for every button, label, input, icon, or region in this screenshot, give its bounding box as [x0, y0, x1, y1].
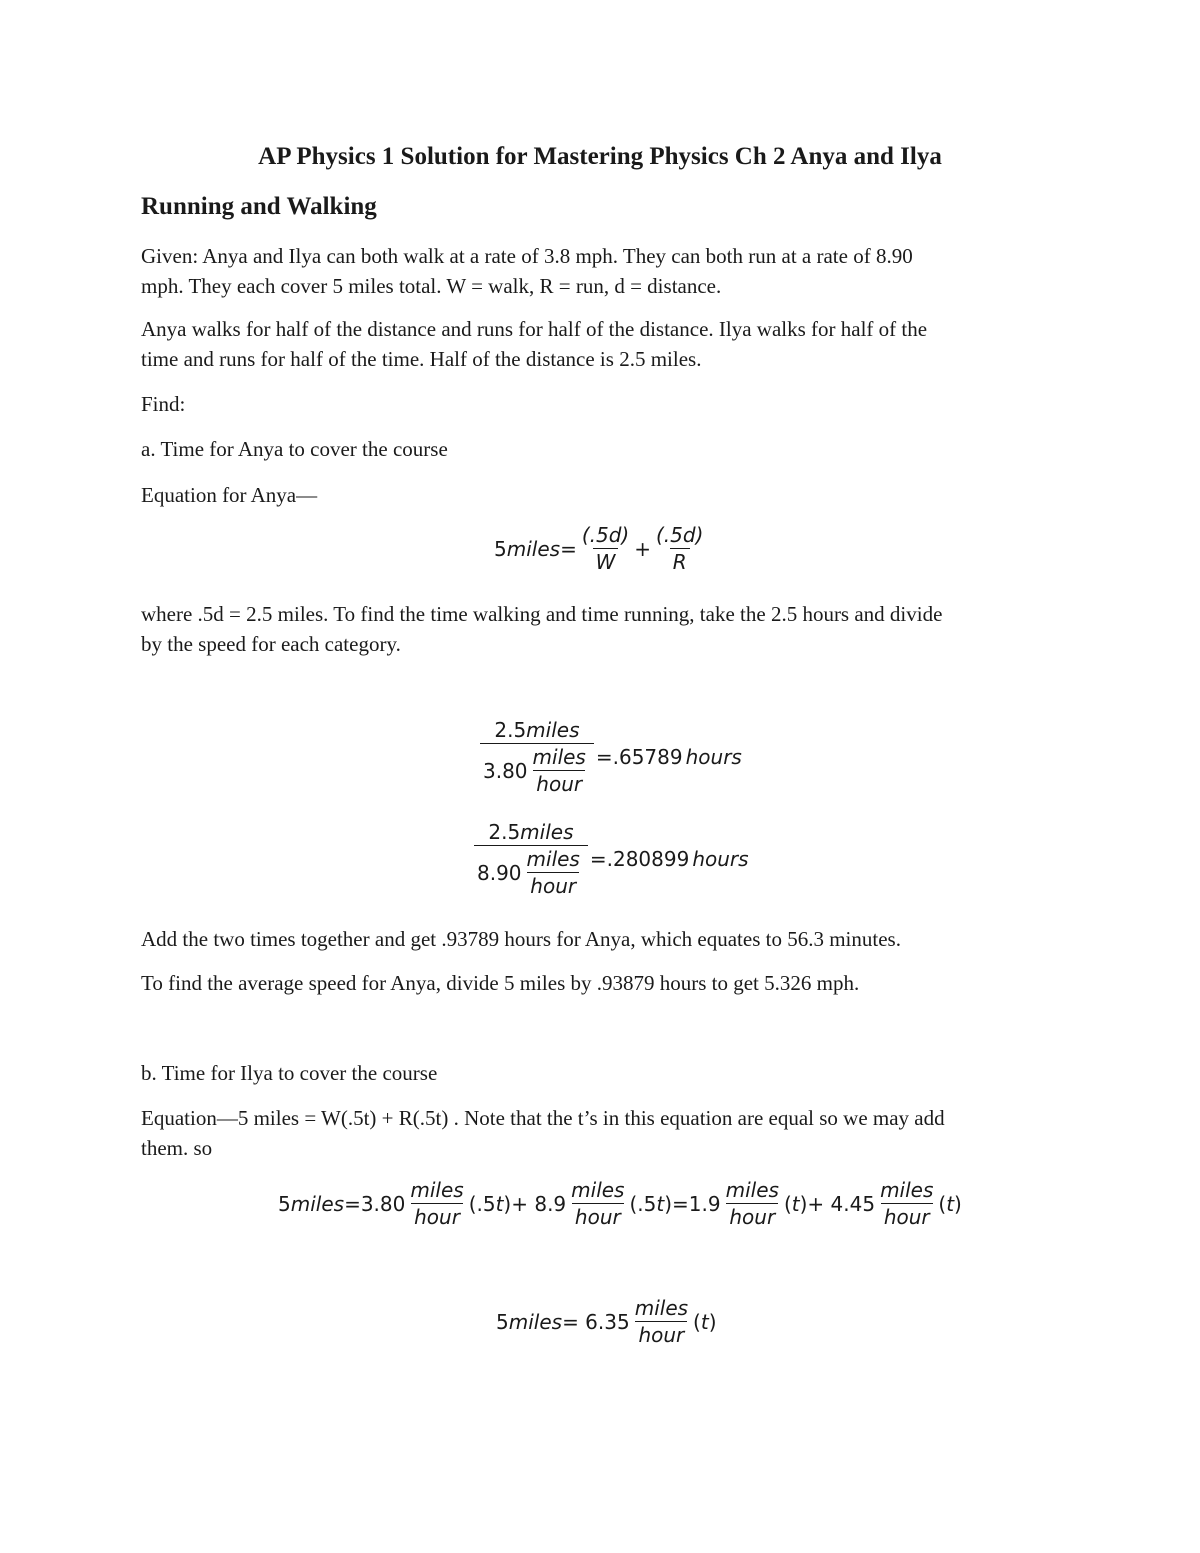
- eq1-numerator-walk: (.5d): [581, 523, 630, 547]
- eq3-result: =.280899: [589, 847, 690, 871]
- average-speed-sentence: To find the average speed for Anya, divide 5 miles by .93879 hours to get 5.326 mph.: [141, 971, 860, 995]
- eq4-unit-fraction-3: [723, 1178, 782, 1229]
- eq1-denominator-run: R: [670, 548, 690, 574]
- eq4-paren-2: (.5: [629, 1191, 657, 1216]
- eq2-numerator: [491, 718, 582, 743]
- eq4-equals: =: [344, 1191, 361, 1216]
- find-label: Find:: [141, 392, 186, 416]
- eq3-denominator: [474, 845, 588, 898]
- part-a-label: a. Time for Anya to cover the course: [141, 437, 448, 461]
- eq4-close-2: ): [664, 1191, 673, 1216]
- eq3-num-unit: miles: [520, 820, 574, 844]
- walk-time-equation: [478, 718, 742, 796]
- run-time-equation: [472, 820, 749, 898]
- eq1-lhs-number: 5: [494, 536, 507, 561]
- eq5-var: t: [700, 1309, 709, 1334]
- eq4-equals-half-walk: =1.9: [672, 1191, 721, 1216]
- eq4-unit-den-2: hour: [572, 1203, 624, 1229]
- eq2-den-unit-den: hour: [533, 770, 585, 796]
- eq5-equals-rate: = 6.35: [562, 1309, 630, 1334]
- eq2-den-unit-num: miles: [532, 745, 586, 769]
- eq4-lhs-number: 5: [278, 1191, 291, 1216]
- eq4-plus-half-run: + 4.45: [807, 1191, 876, 1216]
- eq4-unit-fraction-4: [877, 1178, 936, 1229]
- eq2-num-unit: miles: [526, 718, 580, 742]
- eq4-unit-fraction-1: [407, 1178, 466, 1229]
- eq4-lhs-unit: miles: [290, 1191, 345, 1216]
- eq5-paren-open: (: [693, 1309, 701, 1334]
- eq4-unit-den-1: hour: [411, 1203, 463, 1229]
- eq2-result: =.65789: [595, 745, 683, 769]
- eq4-paren-4: (: [938, 1191, 947, 1216]
- eq1-lhs-unit: miles: [506, 536, 561, 561]
- eq3-den-value: 8.90: [477, 860, 522, 885]
- eq4-close-1: ): [503, 1191, 512, 1216]
- eq4-paren-3: (: [783, 1191, 792, 1216]
- eq4-close-3: ): [799, 1191, 808, 1216]
- eq4-unit-num-2: miles: [571, 1178, 625, 1202]
- eq4-walk-rate: 3.80: [360, 1191, 406, 1216]
- eq1-fraction-walk: [579, 523, 632, 574]
- eq4-var-4: t: [946, 1191, 955, 1216]
- eq4-var-3: t: [791, 1191, 800, 1216]
- where-line-1: where .5d = 2.5 miles. To find the time walking and time running, take the 2.5 hours and divide: [141, 602, 943, 626]
- given-line-1: Given: Anya and Ilya can both walk at a rate of 3.8 mph. They can both run at a rate of 8.90: [141, 244, 913, 268]
- given-paragraph: [141, 241, 1061, 301]
- eq1-denominator-walk: W: [593, 548, 619, 574]
- ilya-combined-equation: [278, 1178, 962, 1229]
- eq4-var-2: t: [656, 1191, 665, 1216]
- document-title: AP Physics 1 Solution for Mastering Physics Ch 2 Anya and Ilya: [258, 143, 942, 170]
- eq3-den-unit-den: hour: [527, 872, 579, 898]
- eq5-unit-fraction: [632, 1296, 691, 1347]
- eq2-denominator: [480, 743, 594, 796]
- eq2-result-unit: hours: [685, 745, 742, 769]
- eq1-equals: =: [560, 536, 577, 561]
- eq5-paren-close: ): [708, 1309, 717, 1334]
- context-line-2: time and runs for half of the time. Half of the distance is 2.5 miles.: [141, 347, 702, 371]
- eq5-lhs-unit: miles: [508, 1309, 563, 1334]
- eq4-unit-num-4: miles: [880, 1178, 934, 1202]
- eq4-unit-num-3: miles: [725, 1178, 779, 1202]
- eq4-unit-fraction-2: [568, 1178, 627, 1229]
- part-b-equation-paragraph: [141, 1103, 1061, 1163]
- part-b-equation-line-1: Equation—5 miles = W(.5t) + R(.5t) . Note that the t’s in this equation are equal so we may add: [141, 1106, 945, 1130]
- eq5-unit-num: miles: [634, 1296, 689, 1320]
- eq4-close-4: ): [954, 1191, 962, 1216]
- where-paragraph: [141, 599, 1061, 659]
- eq2-den-value: 3.80: [483, 758, 528, 783]
- eq4-paren-1: (.5: [468, 1191, 496, 1216]
- where-line-2: by the speed for each category.: [141, 632, 401, 656]
- eq5-lhs-number: 5: [496, 1309, 509, 1334]
- eq3-den-unit-num: miles: [526, 847, 580, 871]
- eq3-den-unit-fraction: [524, 847, 583, 898]
- eq3-num-value: 2.5: [488, 820, 521, 844]
- part-b-label: b. Time for Ilya to cover the course: [141, 1061, 438, 1085]
- eq4-unit-den-3: hour: [726, 1203, 778, 1229]
- eq3-numerator: [485, 820, 576, 845]
- sum-sentence: Add the two times together and get .93789 hours for Anya, which equates to 56.3 minutes.: [141, 927, 901, 951]
- eq4-plus-run-rate: + 8.9: [511, 1191, 567, 1216]
- eq3-result-unit: hours: [692, 847, 749, 871]
- part-a-equation-label: Equation for Anya—: [141, 483, 318, 507]
- eq5-unit-den: hour: [635, 1321, 687, 1347]
- eq1-numerator-run: (.5d): [655, 523, 704, 547]
- ilya-simplified-equation: [496, 1296, 717, 1347]
- anya-distance-equation: [494, 523, 708, 574]
- eq3-fraction: [474, 820, 588, 898]
- eq1-fraction-run: [653, 523, 706, 574]
- context-paragraph: [141, 314, 1061, 374]
- part-b-equation-line-2: them. so: [141, 1136, 213, 1160]
- eq2-num-value: 2.5: [494, 718, 527, 742]
- eq4-unit-num-1: miles: [410, 1178, 464, 1202]
- eq2-den-unit-fraction: [530, 745, 589, 796]
- context-line-1: Anya walks for half of the distance and runs for half of the distance. Ilya walks for half of the: [141, 317, 928, 341]
- eq2-fraction: [480, 718, 594, 796]
- eq1-plus: +: [634, 536, 651, 561]
- eq4-unit-den-4: hour: [881, 1203, 933, 1229]
- eq4-var-1: t: [495, 1191, 504, 1216]
- given-line-2: mph. They each cover 5 miles total. W = walk, R = run, d = distance.: [141, 274, 722, 298]
- section-heading: Running and Walking: [141, 193, 377, 220]
